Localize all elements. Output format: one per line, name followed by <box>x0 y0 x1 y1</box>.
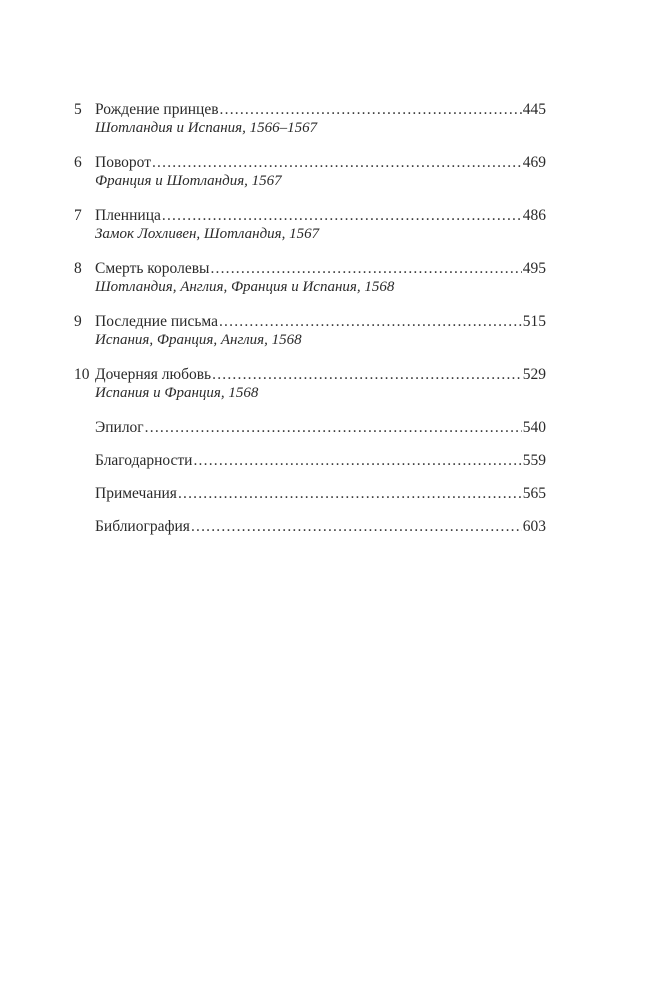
toc-entry-notes[interactable] <box>74 484 546 503</box>
page-number: 603 <box>522 518 546 535</box>
toc-entry-chapter-6[interactable] <box>74 153 546 190</box>
dot-leader <box>219 312 522 331</box>
chapter-title: Поворот <box>95 154 151 171</box>
chapter-subtitle: Шотландия, Англия, Франция и Испания, 1568 <box>95 279 395 295</box>
page-number: 529 <box>522 366 546 383</box>
toc-entry-chapter-5[interactable] <box>74 100 546 137</box>
section-title: Эпилог <box>95 419 144 436</box>
toc-entry-chapter-9[interactable] <box>74 312 546 349</box>
chapter-number: 10 <box>74 366 90 383</box>
toc-entry-bibliography[interactable] <box>74 517 546 536</box>
dot-leader <box>191 517 522 536</box>
chapter-title: Последние письма <box>95 313 218 330</box>
toc-entry-chapter-8[interactable] <box>74 259 546 296</box>
section-title: Благодарности <box>95 452 193 469</box>
chapter-number: 9 <box>74 313 82 330</box>
page-number: 445 <box>522 101 546 118</box>
chapter-title: Дочерняя любовь <box>95 366 212 383</box>
page-number: 540 <box>522 419 546 436</box>
dot-leader <box>162 206 522 225</box>
dot-leader <box>210 259 521 278</box>
chapter-title: Рождение принцев <box>95 101 219 118</box>
toc-entry-chapter-7[interactable] <box>74 206 546 243</box>
page-number: 495 <box>522 260 546 277</box>
dot-leader <box>220 100 522 119</box>
chapter-number: 5 <box>74 101 82 118</box>
chapter-subtitle: Испания, Франция, Англия, 1568 <box>95 332 302 348</box>
page-number: 469 <box>522 154 546 171</box>
toc-entry-epilogue[interactable] <box>74 418 546 437</box>
page-number: 486 <box>522 207 546 224</box>
chapter-title: Пленница <box>95 207 161 224</box>
section-title: Библиография <box>95 518 190 535</box>
toc-entry-chapter-10[interactable] <box>74 365 546 402</box>
dot-leader <box>145 418 522 437</box>
chapter-subtitle: Шотландия и Испания, 1566–1567 <box>95 120 318 136</box>
chapter-number: 8 <box>74 260 82 277</box>
chapter-subtitle: Замок Лохливен, Шотландия, 1567 <box>95 226 320 242</box>
chapter-subtitle: Франция и Шотландия, 1567 <box>95 173 282 189</box>
chapter-number: 6 <box>74 154 82 171</box>
page-number: 515 <box>522 313 546 330</box>
dot-leader <box>152 153 522 172</box>
toc-entry-acknowledgements[interactable] <box>74 451 546 470</box>
dot-leader <box>212 365 522 384</box>
chapter-subtitle: Испания и Франция, 1568 <box>95 385 259 401</box>
chapter-title: Смерть королевы <box>95 260 210 277</box>
dot-leader <box>193 451 521 470</box>
page-number: 559 <box>522 452 546 469</box>
table-of-contents <box>74 100 546 550</box>
section-title: Примечания <box>95 485 177 502</box>
chapter-number: 7 <box>74 207 82 224</box>
dot-leader <box>178 484 522 503</box>
page-number: 565 <box>522 485 546 502</box>
